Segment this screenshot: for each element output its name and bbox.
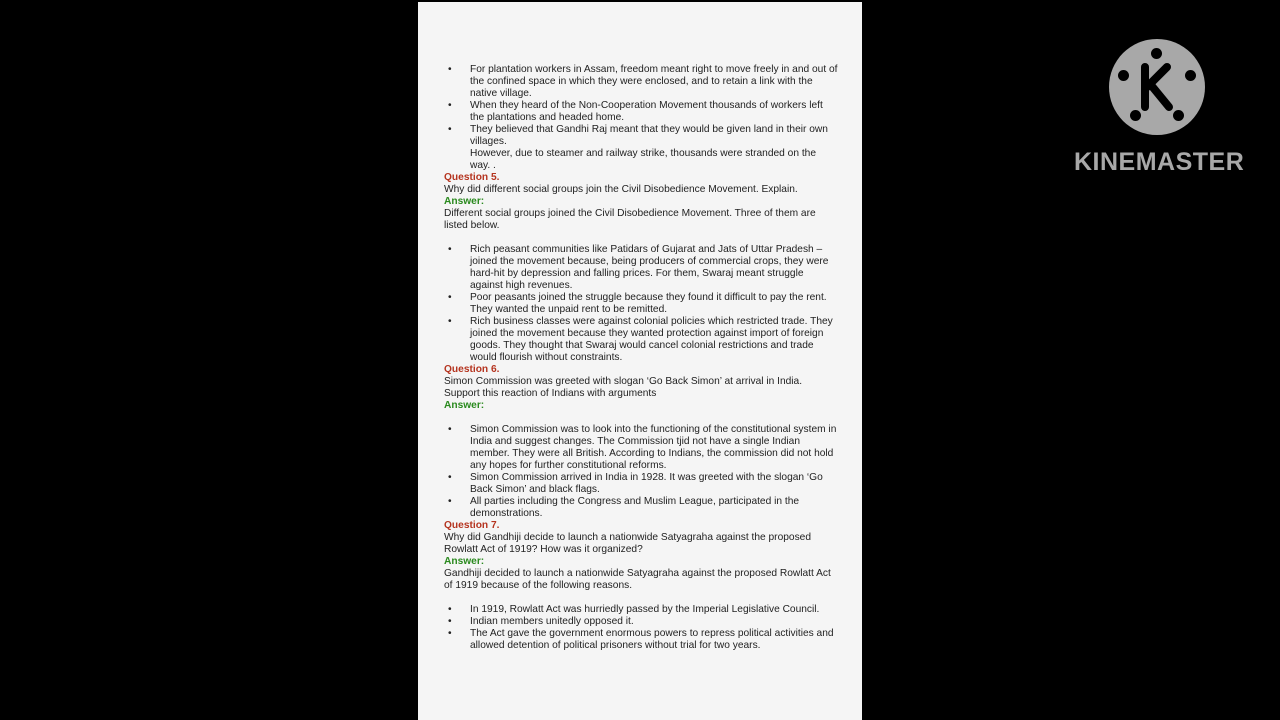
- question-5-text: Why did different social groups join the Civil Disobedience Movement. Explain.: [444, 184, 798, 195]
- spacer: [444, 232, 839, 244]
- answer-6-bullet-list: [444, 424, 839, 520]
- answer-5-intro: Different social groups joined the Civil Disobedience Movement. Three of them are listed below.: [444, 208, 816, 231]
- answer-7-label: Answer:: [444, 556, 485, 567]
- k-letter-icon: [1109, 39, 1205, 135]
- answer-7-intro: Gandhiji decided to launch a nationwide Satyagraha against the proposed Rowlatt Act of 1919 because of the following reasons.: [444, 568, 831, 591]
- question-5-label: Question 5.: [444, 172, 500, 183]
- list-item: • Poor peasants joined the struggle because they found it difficult to pay the rent. They wanted the unpaid rent to be remitted.: [470, 292, 839, 316]
- list-item: • Simon Commission was to look into the functioning of the constitutional system in India and suggest changes. The Commission tjid not have a single Indian member. They were all British. According to Indians, the commission did not hold any hopes for further constitutional reforms.: [470, 424, 839, 472]
- answer-5-bullet-list: [444, 244, 839, 364]
- list-item: • When they heard of the Non-Cooperation Movement thousands of workers left the plantations and headed home.: [470, 100, 839, 124]
- document-content: [444, 64, 839, 652]
- question-7-label: Question 7.: [444, 520, 500, 531]
- list-item: • For plantation workers in Assam, freedom meant right to move freely in and out of the confined space in which they were enclosed, and to retain a link with the native village.: [470, 64, 839, 100]
- list-item: • They believed that Gandhi Raj meant that they would be given land in their own villages.: [470, 124, 839, 148]
- question-6-text: Simon Commission was greeted with slogan ‘Go Back Simon’ at arrival in India. Support this reaction of Indians with arguments: [444, 376, 803, 399]
- spacer: [444, 412, 839, 424]
- list-item: • Rich business classes were against colonial policies which restricted trade. They joined the movement because they wanted protection against import of foreign goods. They thought that Swaraj would cancel colonial restrictions and trade would flourish without constraints.: [470, 316, 839, 364]
- document-page: [418, 2, 862, 720]
- question-7-text: Why did Gandhiji decide to launch a nationwide Satyagraha against the proposed Rowlatt Act of 1919? How was it organized?: [444, 532, 811, 555]
- question-6-label: Question 6.: [444, 364, 500, 375]
- list-item: • Simon Commission arrived in India in 1928. It was greeted with the slogan ‘Go Back Simon’ and black flags.: [470, 472, 839, 496]
- list-item: • Indian members unitedly opposed it.: [470, 616, 839, 628]
- kinemaster-brand-text: KINEMASTER: [1074, 148, 1245, 176]
- answer-7-bullet-list: [444, 604, 839, 652]
- answer-5-label: Answer:: [444, 196, 485, 207]
- intro-bullet-list: [444, 64, 839, 148]
- spacer: [444, 592, 839, 604]
- answer-6-label: Answer:: [444, 400, 485, 411]
- kinemaster-logo-icon: [1109, 39, 1205, 135]
- list-item: • The Act gave the government enormous powers to repress political activities and allowed detention of political prisoners without trial for two years.: [470, 628, 839, 652]
- list-item: • Rich peasant communities like Patidars of Gujarat and Jats of Uttar Pradesh – joined the movement because, being producers of commercial crops, they were hard-hit by depression and falling prices. For them, Swaraj meant struggle against high revenues.: [470, 244, 839, 292]
- list-item: • All parties including the Congress and Muslim League, participated in the demonstrations.: [470, 496, 839, 520]
- intro-continuation: However, due to steamer and railway strike, thousands were stranded on the way. .: [470, 148, 816, 171]
- list-item: • In 1919, Rowlatt Act was hurriedly passed by the Imperial Legislative Council.: [470, 604, 839, 616]
